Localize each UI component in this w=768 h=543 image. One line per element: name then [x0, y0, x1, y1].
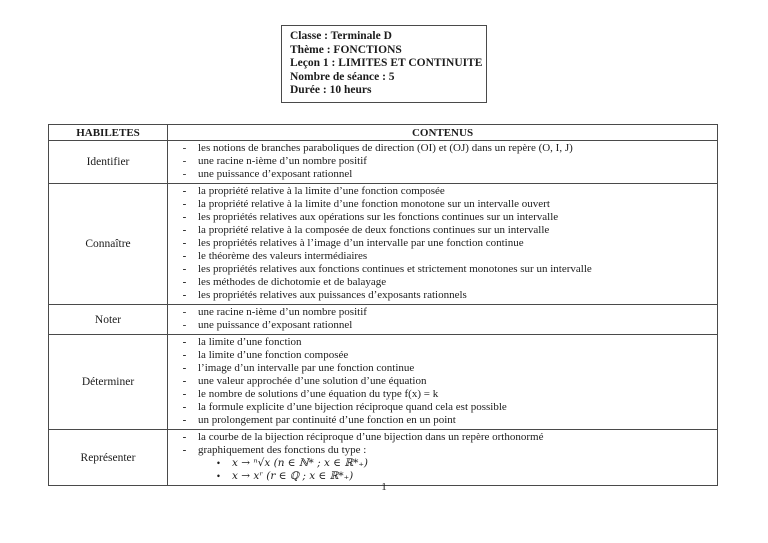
- header-theme: Thème : FONCTIONS: [290, 43, 402, 56]
- content-item: [170, 155, 715, 168]
- content-item: [170, 444, 715, 457]
- item-text: graphiquement des fonctions du type :: [198, 444, 367, 456]
- dash-marker: -: [182, 142, 187, 154]
- contenus-cell: [168, 335, 718, 430]
- dash-marker: -: [182, 211, 187, 223]
- content-item: [170, 185, 715, 198]
- header-duree: Durée : 10 heurs: [290, 84, 372, 96]
- dash-marker: -: [182, 444, 187, 456]
- bullet-marker: •: [216, 471, 221, 481]
- contenus-cell: [168, 141, 718, 184]
- content-item: [170, 319, 715, 332]
- dash-marker: -: [182, 289, 187, 301]
- item-text: les propriétés relatives aux opérations sur les fonctions continues sur un intervalle: [198, 211, 559, 223]
- table-row: [49, 430, 718, 486]
- content-item: [170, 276, 715, 289]
- item-text: la limite d’une fonction: [198, 336, 302, 348]
- dash-marker: -: [182, 155, 187, 167]
- item-text: les propriétés relatives à l’image d’un intervalle par une fonction continue: [198, 237, 524, 249]
- item-text: l’image d’un intervalle par une fonction continue: [198, 362, 415, 374]
- table-row: [49, 184, 718, 305]
- item-text: la propriété relative à la limite d’une fonction composée: [198, 185, 445, 197]
- bullet-marker: •: [216, 458, 221, 468]
- habilete-cell: Noter: [49, 305, 168, 335]
- dash-marker: -: [182, 401, 187, 413]
- column-header-contenus: CONTENUS: [168, 125, 718, 141]
- item-text: les notions de branches paraboliques de direction (OI) et (OJ) dans un repère (O, I, J): [198, 142, 573, 154]
- content-item: [170, 349, 715, 362]
- contenus-cell: [168, 184, 718, 305]
- dash-marker: -: [182, 375, 187, 387]
- item-text: une puissance d’exposant rationnel: [198, 168, 353, 180]
- item-text: les propriétés relatives aux fonctions continues et strictement monotones sur un intervalle: [198, 263, 592, 275]
- table-row: [49, 141, 718, 184]
- item-text: les méthodes de dichotomie et de balayage: [198, 276, 387, 288]
- content-item: [170, 388, 715, 401]
- contenus-cell: [168, 305, 718, 335]
- item-text: la courbe de la bijection réciproque d’une bijection dans un repère orthonormé: [198, 431, 544, 443]
- content-item: [170, 142, 715, 155]
- dash-marker: -: [182, 276, 187, 288]
- dash-marker: -: [182, 224, 187, 236]
- header-seance: Nombre de séance : 5: [290, 70, 395, 83]
- item-text: x → xʳ (r ∈ ℚ ; x ∈ ℝ*₊): [232, 470, 354, 482]
- column-header-habiletes: HABILETES: [49, 125, 168, 141]
- dash-marker: -: [182, 388, 187, 400]
- content-item: [170, 211, 715, 224]
- content-item: [170, 289, 715, 302]
- item-text: les propriétés relatives aux puissances d’exposants rationnels: [198, 289, 467, 301]
- content-item: [170, 431, 715, 444]
- item-text: une valeur approchée d’une solution d’une équation: [198, 375, 427, 387]
- dash-marker: -: [182, 237, 187, 249]
- table-row: [49, 305, 718, 335]
- item-text: la formule explicite d’une bijection réciproque quand cela est possible: [198, 401, 507, 413]
- habilete-cell: Identifier: [49, 141, 168, 184]
- item-text: la propriété relative à la limite d’une fonction monotone sur un intervalle ouvert: [198, 198, 550, 210]
- content-item: [170, 263, 715, 276]
- item-text: la limite d’une fonction composée: [198, 349, 349, 361]
- content-item: [170, 336, 715, 349]
- content-item: [170, 306, 715, 319]
- habiletes-contenus-table: [48, 124, 718, 486]
- table-header-row: [49, 125, 718, 141]
- item-text: x → ⁿ√x (n ∈ ℕ* ; x ∈ ℝ*₊): [232, 457, 368, 469]
- content-item: [170, 457, 715, 470]
- dash-marker: -: [182, 319, 187, 331]
- content-item: [170, 198, 715, 211]
- content-item: [170, 375, 715, 388]
- dash-marker: -: [182, 306, 187, 318]
- habilete-cell: Connaître: [49, 184, 168, 305]
- content-item: [170, 362, 715, 375]
- item-text: le nombre de solutions d’une équation du type f(x) = k: [198, 388, 439, 400]
- habilete-cell: Déterminer: [49, 335, 168, 430]
- dash-marker: -: [182, 349, 187, 361]
- item-text: une racine n-ième d’un nombre positif: [198, 306, 367, 318]
- dash-marker: -: [182, 336, 187, 348]
- item-text: la propriété relative à la composée de deux fonctions continues sur un intervalle: [198, 224, 550, 236]
- table-body: [49, 141, 718, 486]
- page-number: 1: [381, 481, 387, 493]
- lesson-header-box: [281, 25, 487, 103]
- dash-marker: -: [182, 168, 187, 180]
- dash-marker: -: [182, 198, 187, 210]
- dash-marker: -: [182, 414, 187, 426]
- content-item: [170, 414, 715, 427]
- content-item: [170, 250, 715, 263]
- contenus-cell: [168, 430, 718, 486]
- content-item: [170, 224, 715, 237]
- dash-marker: -: [182, 263, 187, 275]
- content-item: [170, 237, 715, 250]
- content-item: [170, 401, 715, 414]
- header-classe: Classe : Terminale D: [290, 30, 392, 42]
- item-text: le théorème des valeurs intermédiaires: [198, 250, 368, 262]
- table-row: [49, 335, 718, 430]
- dash-marker: -: [182, 250, 187, 262]
- content-item: [170, 168, 715, 181]
- header-lecon: Leçon 1 : LIMITES ET CONTINUITE: [290, 57, 483, 69]
- dash-marker: -: [182, 362, 187, 374]
- item-text: une puissance d’exposant rationnel: [198, 319, 353, 331]
- item-text: une racine n-ième d’un nombre positif: [198, 155, 367, 167]
- dash-marker: -: [182, 185, 187, 197]
- dash-marker: -: [182, 431, 187, 443]
- item-text: un prolongement par continuité d’une fonction en un point: [198, 414, 456, 426]
- habilete-cell: Représenter: [49, 430, 168, 486]
